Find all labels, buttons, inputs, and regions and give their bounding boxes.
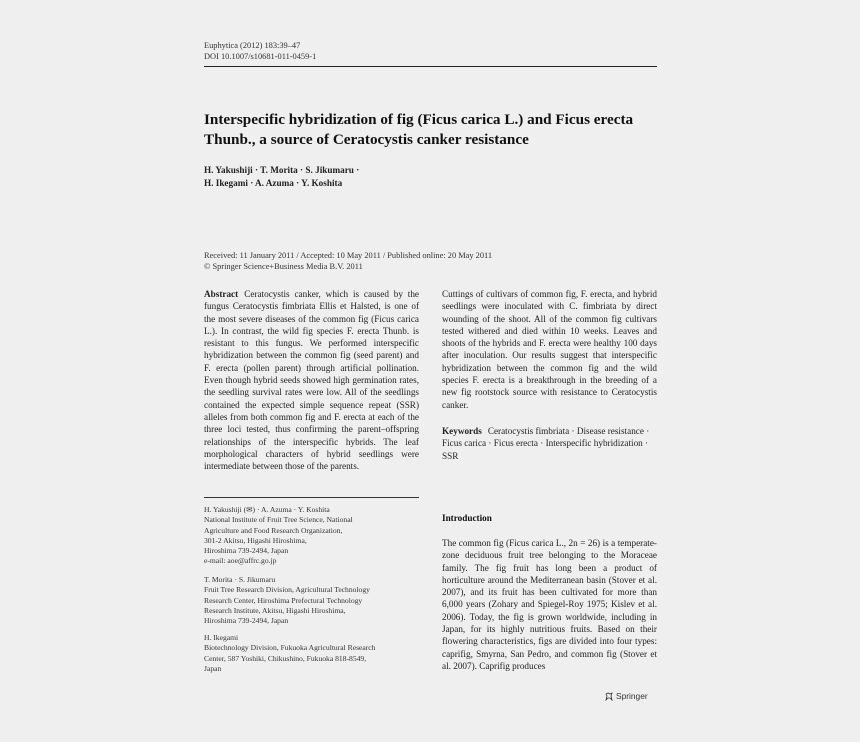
affiliation-line: Research Center, Hiroshima Prefectural Technology [204,595,363,605]
journal-citation: Euphytica (2012) 183:39–47 [204,41,301,50]
doi: DOI 10.1007/s10681-011-0459-1 [204,52,317,61]
affiliation-line: Japan [204,663,222,673]
affiliation-line: 301-2 Akitsu, Higashi Hiroshima, [204,535,307,545]
authors-line-1: H. Yakushiji · T. Morita · S. Jikumaru · [204,165,360,175]
affiliation-line: Fruit Tree Research Division, Agricultural Technology [204,585,370,595]
authors-line-2: H. Ikegami · A. Azuma · Y. Koshita [204,178,343,188]
affiliation-2 [204,575,419,626]
affiliation-1 [204,505,419,567]
affiliation-line: Hiroshima 739-2494, Japan [204,546,289,556]
affiliation-email[interactable]: e-mail: aoe@affrc.go.jp [204,556,277,566]
affiliation-3 [204,633,419,674]
copyright-line: © Springer Science+Business Media B.V. 2011 [204,262,363,271]
keywords-heading: Keywords [442,426,482,436]
abstract-column-left [204,288,419,472]
affiliation-names: T. Morita · S. Jikumaru [204,575,276,584]
publication-dates [204,250,654,272]
keywords-text: Ceratocystis fimbriata · Disease resistance · Ficus carica · Ficus erecta · Interspecific hybridization · SSR [442,426,650,461]
affiliation-line: Biotechnology Division, Fukuoka Agricultural Research [204,643,376,653]
affiliation-line: Agriculture and Food Research Organization, [204,525,343,535]
affiliation-line: Center, 587 Yoshiki, Chikushino, Fukuoka 818-8549, [204,653,367,663]
abstract-column-right [442,288,657,411]
affiliation-line: National Institute of Fruit Tree Science, National [204,515,353,525]
abstract-heading: Abstract [204,289,239,299]
footnote-rule [204,497,419,498]
keywords-block [442,425,657,462]
dates-line: Received: 11 January 2011 / Accepted: 10 May 2011 / Published online: 20 May 2011 [204,251,493,260]
publisher-name: Springer [616,691,648,701]
affiliation-line: Research Institute, Akitsu, Higashi Hiroshima, [204,605,346,615]
article-title: Interspecific hybridization of fig (Ficus carica L.) and Ficus erecta Thunb., a source of Ceratocystis canker resistance [204,111,634,148]
springer-horse-icon [605,692,613,701]
affiliation-names: H. Yakushiji (✉) · A. Azuma · Y. Koshita [204,505,330,514]
introduction-heading: Introduction [442,513,492,523]
author-list [204,164,504,190]
abstract-text-left: Ceratocystis canker, which is caused by the fungus Ceratocystis fimbriata Ellis et Halsted, is one of the most severe diseases of the common fig (Ficus carica L.). In contrast, the wild fig species F. erecta Thunb. is resistant to this fungus. We performed interspecific hybridization between the common fig (seed parent) and F. erecta (pollen parent) through artificial pollination. Even though hybrid seeds showed high germination rates, the seedling survival rates were low. All of the seedlings contained the expected simple sequence repeat (SSR) alleles from both common fig and F. erecta at each of the three loci tested, thus confirming the parent–offspring relationships of the interspecific hybrids. The leaf morphological characters of hybrid seedlings were intermediate between those of the parents. [204,289,419,472]
header-rule [204,66,657,67]
publisher-logo [605,691,648,701]
affiliation-line: Hiroshima 739-2494, Japan [204,616,289,626]
introduction-text: The common fig (Ficus carica L., 2n = 26) is a temperate-zone deciduous fruit tree belonging to the Moraceae family. The fig fruit has long been a product of horticulture around the Mediterranean basin (Stover et al. 2007), and its fruit has been cultivated for more than 6,000 years (Zohary and Spiegel-Roy 1975; Kislev et al. 2006). Today, the fig is grown worldwide, including in Japan, for its highly nutritious fruits. Based on their flowering characteristics, figs are divided into four types: caprifig, Smyrna, San Pedro, and common fig (Stover et al. 2007). Caprifig produces [442,538,657,671]
abstract-text-right: Cuttings of cultivars of common fig, F. erecta, and hybrid seedlings were inoculated with C. fimbriata by direct wounding of the shoot. All of the common fig cultivars tested withered and died within 10 weeks. Leaves and shoots of the hybrids and F. erecta were healthy 100 days after inoculation. Our results suggest that interspecific hybridization between the common fig and the wild species F. erecta is a breakthrough in the breeding of a new fig rootstock source with resistance to Ceratocystis canker. [442,289,657,410]
affiliation-names: H. Ikegami [204,633,239,642]
journal-header [204,40,316,62]
